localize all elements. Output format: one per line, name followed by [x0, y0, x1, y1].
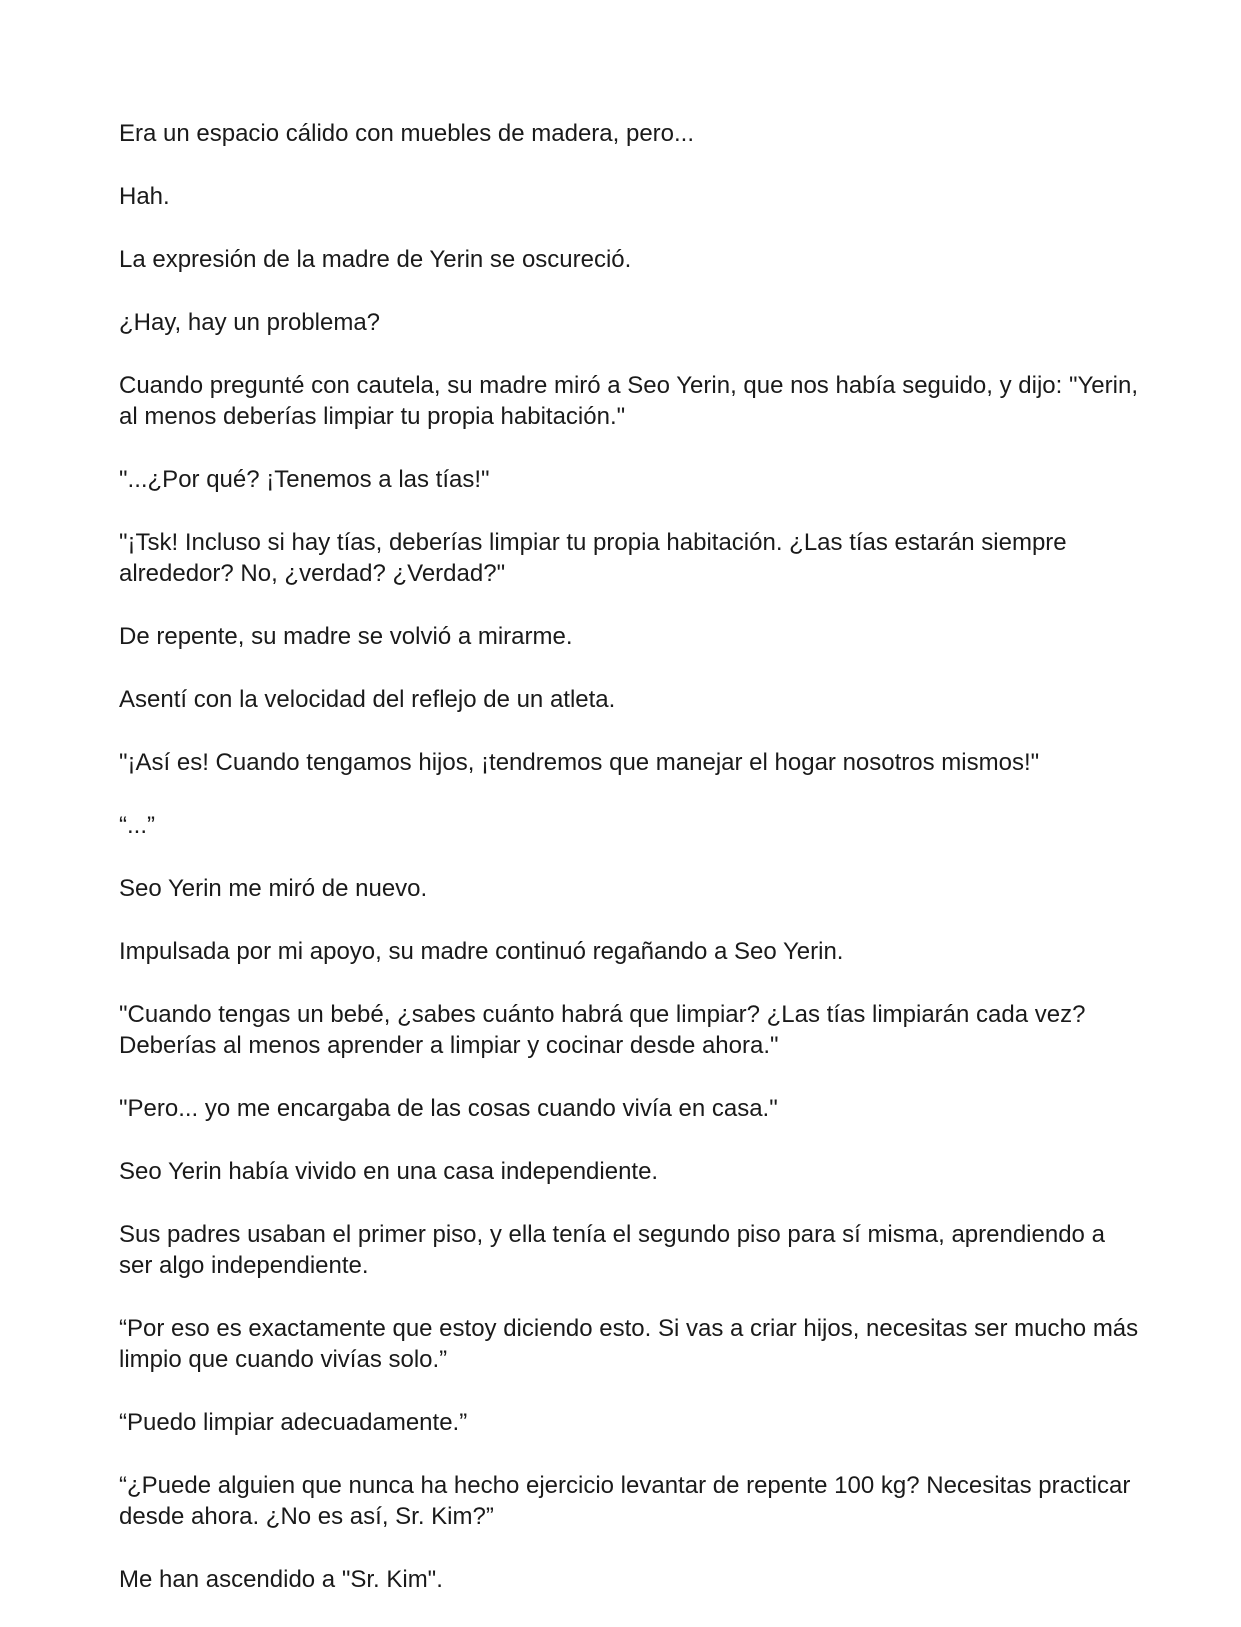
paragraph: Sus padres usaban el primer piso, y ella tenía el segundo piso para sí misma, aprendiendo a ser algo independiente.	[119, 1221, 1105, 1279]
document-body	[119, 118, 1139, 1627]
paragraph: Me han ascendido a "Sr. Kim".	[119, 1566, 443, 1593]
paragraph: Impulsada por mi apoyo, su madre continuó regañando a Seo Yerin.	[119, 938, 844, 965]
paragraph: "Pero... yo me encargaba de las cosas cuando vivía en casa."	[119, 1095, 778, 1122]
paragraph: Asentí con la velocidad del reflejo de un atleta.	[119, 686, 616, 713]
paragraph: "...¿Por qué? ¡Tenemos a las tías!"	[119, 466, 490, 493]
paragraph: Era un espacio cálido con muebles de madera, pero...	[119, 120, 695, 147]
paragraph: "¡Así es! Cuando tengamos hijos, ¡tendremos que manejar el hogar nosotros mismos!"	[119, 749, 1040, 776]
paragraph: “...”	[119, 812, 155, 839]
paragraph: ¿Hay, hay un problema?	[119, 309, 381, 336]
paragraph: “¿Puede alguien que nunca ha hecho ejercicio levantar de repente 100 kg? Necesitas practicar desde ahora. ¿No es así, Sr. Kim?”	[119, 1472, 1131, 1530]
paragraph: Cuando pregunté con cautela, su madre miró a Seo Yerin, que nos había seguido, y dijo: "Yerin, al menos deberías limpiar tu propia habitación."	[119, 372, 1138, 430]
paragraph: De repente, su madre se volvió a mirarme.	[119, 623, 573, 650]
paragraph: "¡Tsk! Incluso si hay tías, deberías limpiar tu propia habitación. ¿Las tías estarán siempre alrededor? No, ¿verdad? ¿Verdad?"	[119, 529, 1067, 587]
paragraph: La expresión de la madre de Yerin se oscureció.	[119, 246, 632, 273]
paragraph: Hah.	[119, 183, 170, 210]
paragraph: “Por eso es exactamente que estoy diciendo esto. Si vas a criar hijos, necesitas ser mucho más limpio que cuando vivías solo.”	[119, 1315, 1139, 1373]
paragraph: "Cuando tengas un bebé, ¿sabes cuánto habrá que limpiar? ¿Las tías limpiarán cada vez? Deberías al menos aprender a limpiar y cocinar desde ahora."	[119, 1001, 1086, 1059]
paragraph: Seo Yerin me miró de nuevo.	[119, 875, 428, 902]
paragraph: Seo Yerin había vivido en una casa independiente.	[119, 1158, 659, 1185]
paragraph: “Puedo limpiar adecuadamente.”	[119, 1409, 468, 1436]
